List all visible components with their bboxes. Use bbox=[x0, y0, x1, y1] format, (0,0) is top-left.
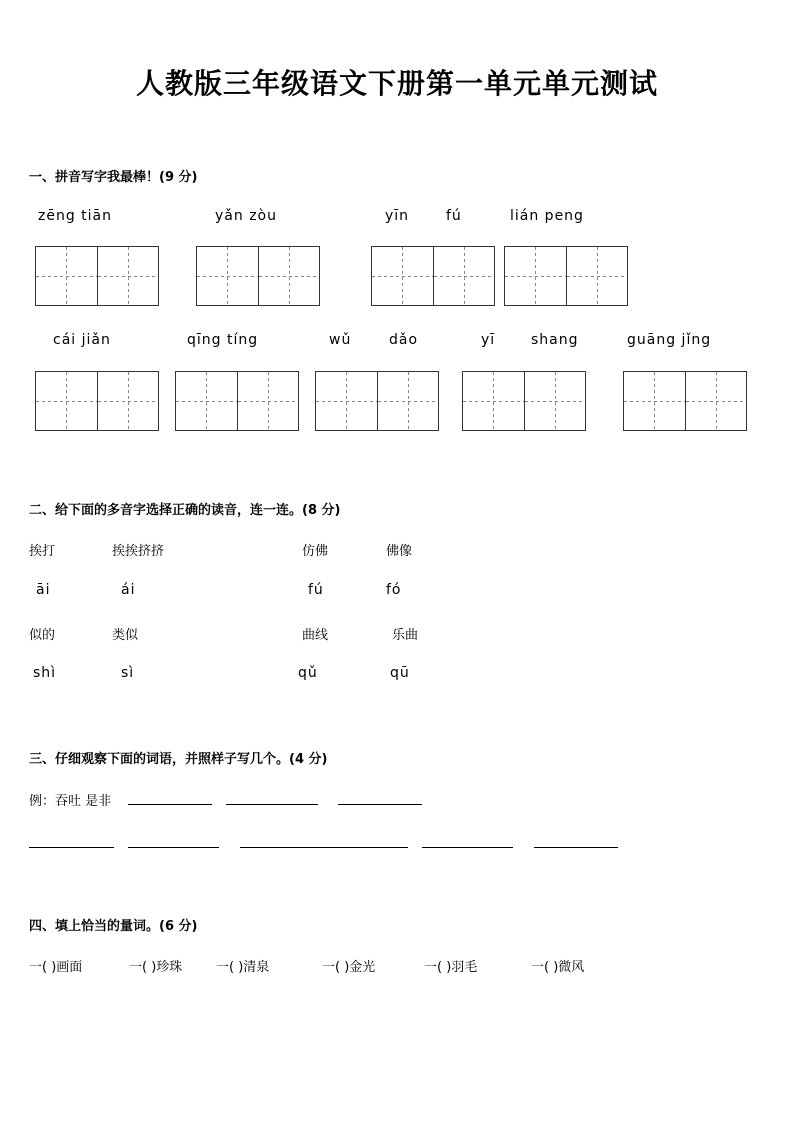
writing-grid[interactable] bbox=[315, 371, 439, 431]
polyphone-word: 似的 bbox=[29, 628, 56, 643]
answer-blank[interactable] bbox=[29, 847, 114, 848]
pinyin-label: yǎn zòu bbox=[215, 208, 277, 224]
polyphone-word: 曲线 bbox=[302, 628, 329, 643]
polyphone-word: 类似 bbox=[112, 628, 139, 643]
writing-grid[interactable] bbox=[35, 246, 159, 306]
measure-word-item[interactable]: 一( )清泉 bbox=[216, 960, 270, 975]
reading-option[interactable]: fó bbox=[386, 582, 402, 598]
polyphone-word: 挨挨挤挤 bbox=[112, 544, 165, 559]
pinyin-label: lián peng bbox=[510, 208, 584, 224]
page-title: 人教版三年级语文下册第一单元单元测试 bbox=[135, 67, 658, 100]
writing-grid[interactable] bbox=[371, 246, 495, 306]
example-words: 例：吞吐 是非 bbox=[29, 794, 112, 809]
polyphone-word: 佛像 bbox=[386, 544, 413, 559]
polyphone-word: 乐曲 bbox=[392, 628, 419, 643]
answer-blank[interactable] bbox=[240, 847, 408, 848]
pinyin-label: fú bbox=[446, 208, 462, 224]
writing-grid[interactable] bbox=[175, 371, 299, 431]
pinyin-label: qīng tíng bbox=[187, 332, 259, 348]
writing-grid[interactable] bbox=[35, 371, 159, 431]
answer-blank[interactable] bbox=[226, 804, 318, 805]
pinyin-label: cái jiǎn bbox=[53, 332, 111, 348]
answer-blank[interactable] bbox=[338, 804, 422, 805]
reading-option[interactable]: sì bbox=[121, 665, 135, 681]
reading-option[interactable]: shì bbox=[33, 665, 57, 681]
measure-word-item[interactable]: 一( )羽毛 bbox=[424, 960, 478, 975]
answer-blank[interactable] bbox=[128, 804, 212, 805]
pinyin-label: yī bbox=[481, 332, 496, 348]
answer-blank[interactable] bbox=[534, 847, 618, 848]
reading-option[interactable]: qū bbox=[390, 665, 410, 681]
pinyin-label: dǎo bbox=[389, 332, 419, 348]
polyphone-word: 仿佛 bbox=[302, 544, 329, 559]
writing-grid[interactable] bbox=[462, 371, 586, 431]
reading-option[interactable]: qǔ bbox=[298, 665, 318, 681]
measure-word-item[interactable]: 一( )珍珠 bbox=[129, 960, 183, 975]
measure-word-item[interactable]: 一( )金光 bbox=[322, 960, 376, 975]
answer-blank[interactable] bbox=[128, 847, 219, 848]
reading-option[interactable]: fú bbox=[308, 582, 324, 598]
pinyin-label: zēng tiān bbox=[38, 208, 113, 224]
pinyin-label: guāng jǐng bbox=[627, 332, 712, 348]
reading-option[interactable]: āi bbox=[36, 582, 51, 598]
pinyin-label: yīn bbox=[385, 208, 410, 224]
pinyin-label: wǔ bbox=[329, 332, 352, 348]
answer-blank[interactable] bbox=[422, 847, 513, 848]
section-1-heading: 一、拼音写字我最棒！(9 分) bbox=[29, 170, 198, 185]
section-2-heading: 二、给下面的多音字选择正确的读音，连一连。(8 分) bbox=[29, 503, 341, 518]
section-3-heading: 三、仔细观察下面的词语，并照样子写几个。(4 分) bbox=[29, 752, 328, 767]
writing-grid[interactable] bbox=[623, 371, 747, 431]
writing-grid[interactable] bbox=[504, 246, 628, 306]
writing-grid[interactable] bbox=[196, 246, 320, 306]
measure-word-item[interactable]: 一( )微风 bbox=[531, 960, 585, 975]
reading-option[interactable]: ái bbox=[121, 582, 136, 598]
pinyin-label: shang bbox=[531, 332, 579, 348]
polyphone-word: 挨打 bbox=[29, 544, 56, 559]
section-4-heading: 四、填上恰当的量词。(6 分) bbox=[29, 919, 198, 934]
measure-word-item[interactable]: 一( )画面 bbox=[29, 960, 83, 975]
